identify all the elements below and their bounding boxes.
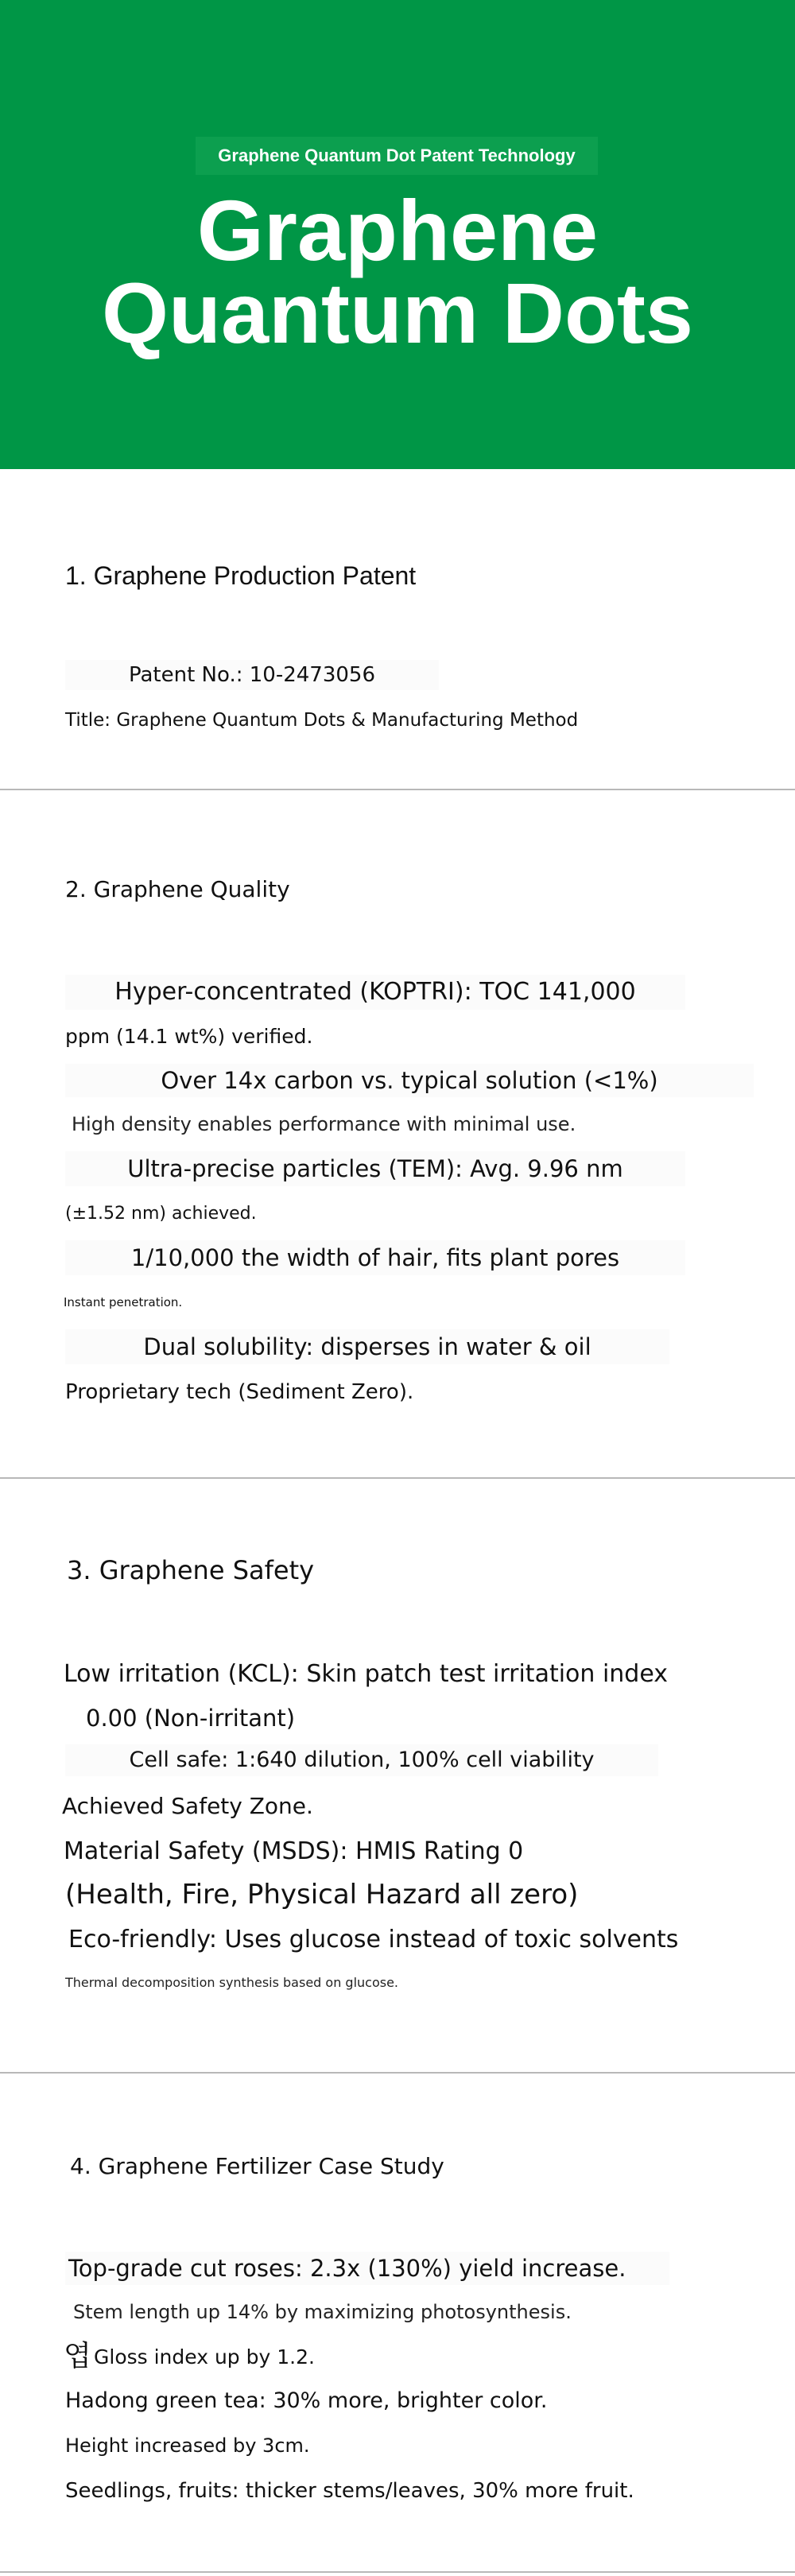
case-line-2: Stem length up 14% by maximizing photosynthesis.: [73, 2301, 572, 2323]
hero-title-line1: Graphene: [196, 182, 599, 278]
safety-line-8: Thermal decomposition synthesis based on glucose.: [65, 1975, 399, 1990]
safety-line-3: Cell safe: 1:640 dilution, 100% cell viability: [65, 1744, 658, 1776]
divider-2: [0, 1477, 795, 1479]
quality-line-1: Hyper-concentrated (KOPTRI): TOC 141,000: [65, 975, 685, 1010]
quality-line-3: Over 14x carbon vs. typical solution (<1%): [65, 1064, 754, 1097]
case-line-6: Seedlings, fruits: thicker stems/leaves, 30% more fruit.: [65, 2479, 634, 2503]
case-line-5: Height increased by 3cm.: [65, 2434, 310, 2457]
quality-line-5: Ultra-precise particles (TEM): Avg. 9.96 nm: [65, 1151, 685, 1186]
divider-3: [0, 2072, 795, 2074]
quality-line-2: ppm (14.1 wt%) verified.: [65, 1025, 313, 1048]
safety-line-1: Low irritation (KCL): Skin patch test irritation index: [64, 1660, 669, 1688]
quality-line-6: (±1.52 nm) achieved.: [65, 1204, 257, 1224]
safety-line-4: Achieved Safety Zone.: [62, 1793, 313, 1819]
divider-1: [0, 789, 795, 790]
patent-number: Patent No.: 10-2473056: [65, 660, 439, 690]
section2-title: 2. Graphene Quality: [65, 876, 290, 902]
safety-line-6: (Health, Fire, Physical Hazard all zero): [65, 1879, 579, 1911]
quality-line-10: Proprietary tech (Sediment Zero).: [65, 1380, 414, 1404]
section4-title: 4. Graphene Fertilizer Case Study: [70, 2153, 444, 2179]
quality-line-8: Instant penetration.: [64, 1295, 183, 1309]
safety-line-5: Material Safety (MSDS): HMIS Rating 0: [64, 1837, 524, 1865]
patent-title: Title: Graphene Quantum Dots & Manufacturing Method: [65, 710, 579, 731]
safety-line-7: Eco-friendly: Uses glucose instead of toxic solvents: [68, 1926, 679, 1953]
divider-4: [0, 2571, 795, 2573]
case-line-3: Gloss index up by 1.2.: [94, 2345, 315, 2368]
quality-line-9: Dual solubility: disperses in water & oil: [65, 1329, 669, 1364]
safety-line-2: 0.00 (Non-irritant): [86, 1705, 296, 1732]
hero-title-line2: Quantum Dots: [102, 265, 693, 361]
section3-title: 3. Graphene Safety: [67, 1555, 315, 1585]
quality-line-4: High density enables performance with minimal use.: [72, 1113, 576, 1135]
quality-line-7: 1/10,000 the width of hair, fits plant pores: [65, 1240, 685, 1275]
leaf-glyph: 엽: [64, 2340, 91, 2372]
hero-banner: [0, 0, 795, 469]
hero-title: [0, 182, 795, 361]
section1-title: 1. Graphene Production Patent: [65, 561, 417, 590]
case-line-1: Top-grade cut roses: 2.3x (130%) yield increase.: [65, 2252, 669, 2285]
hero-badge: Graphene Quantum Dot Patent Technology: [196, 137, 598, 175]
case-line-4: Hadong green tea: 30% more, brighter color.: [65, 2388, 548, 2413]
